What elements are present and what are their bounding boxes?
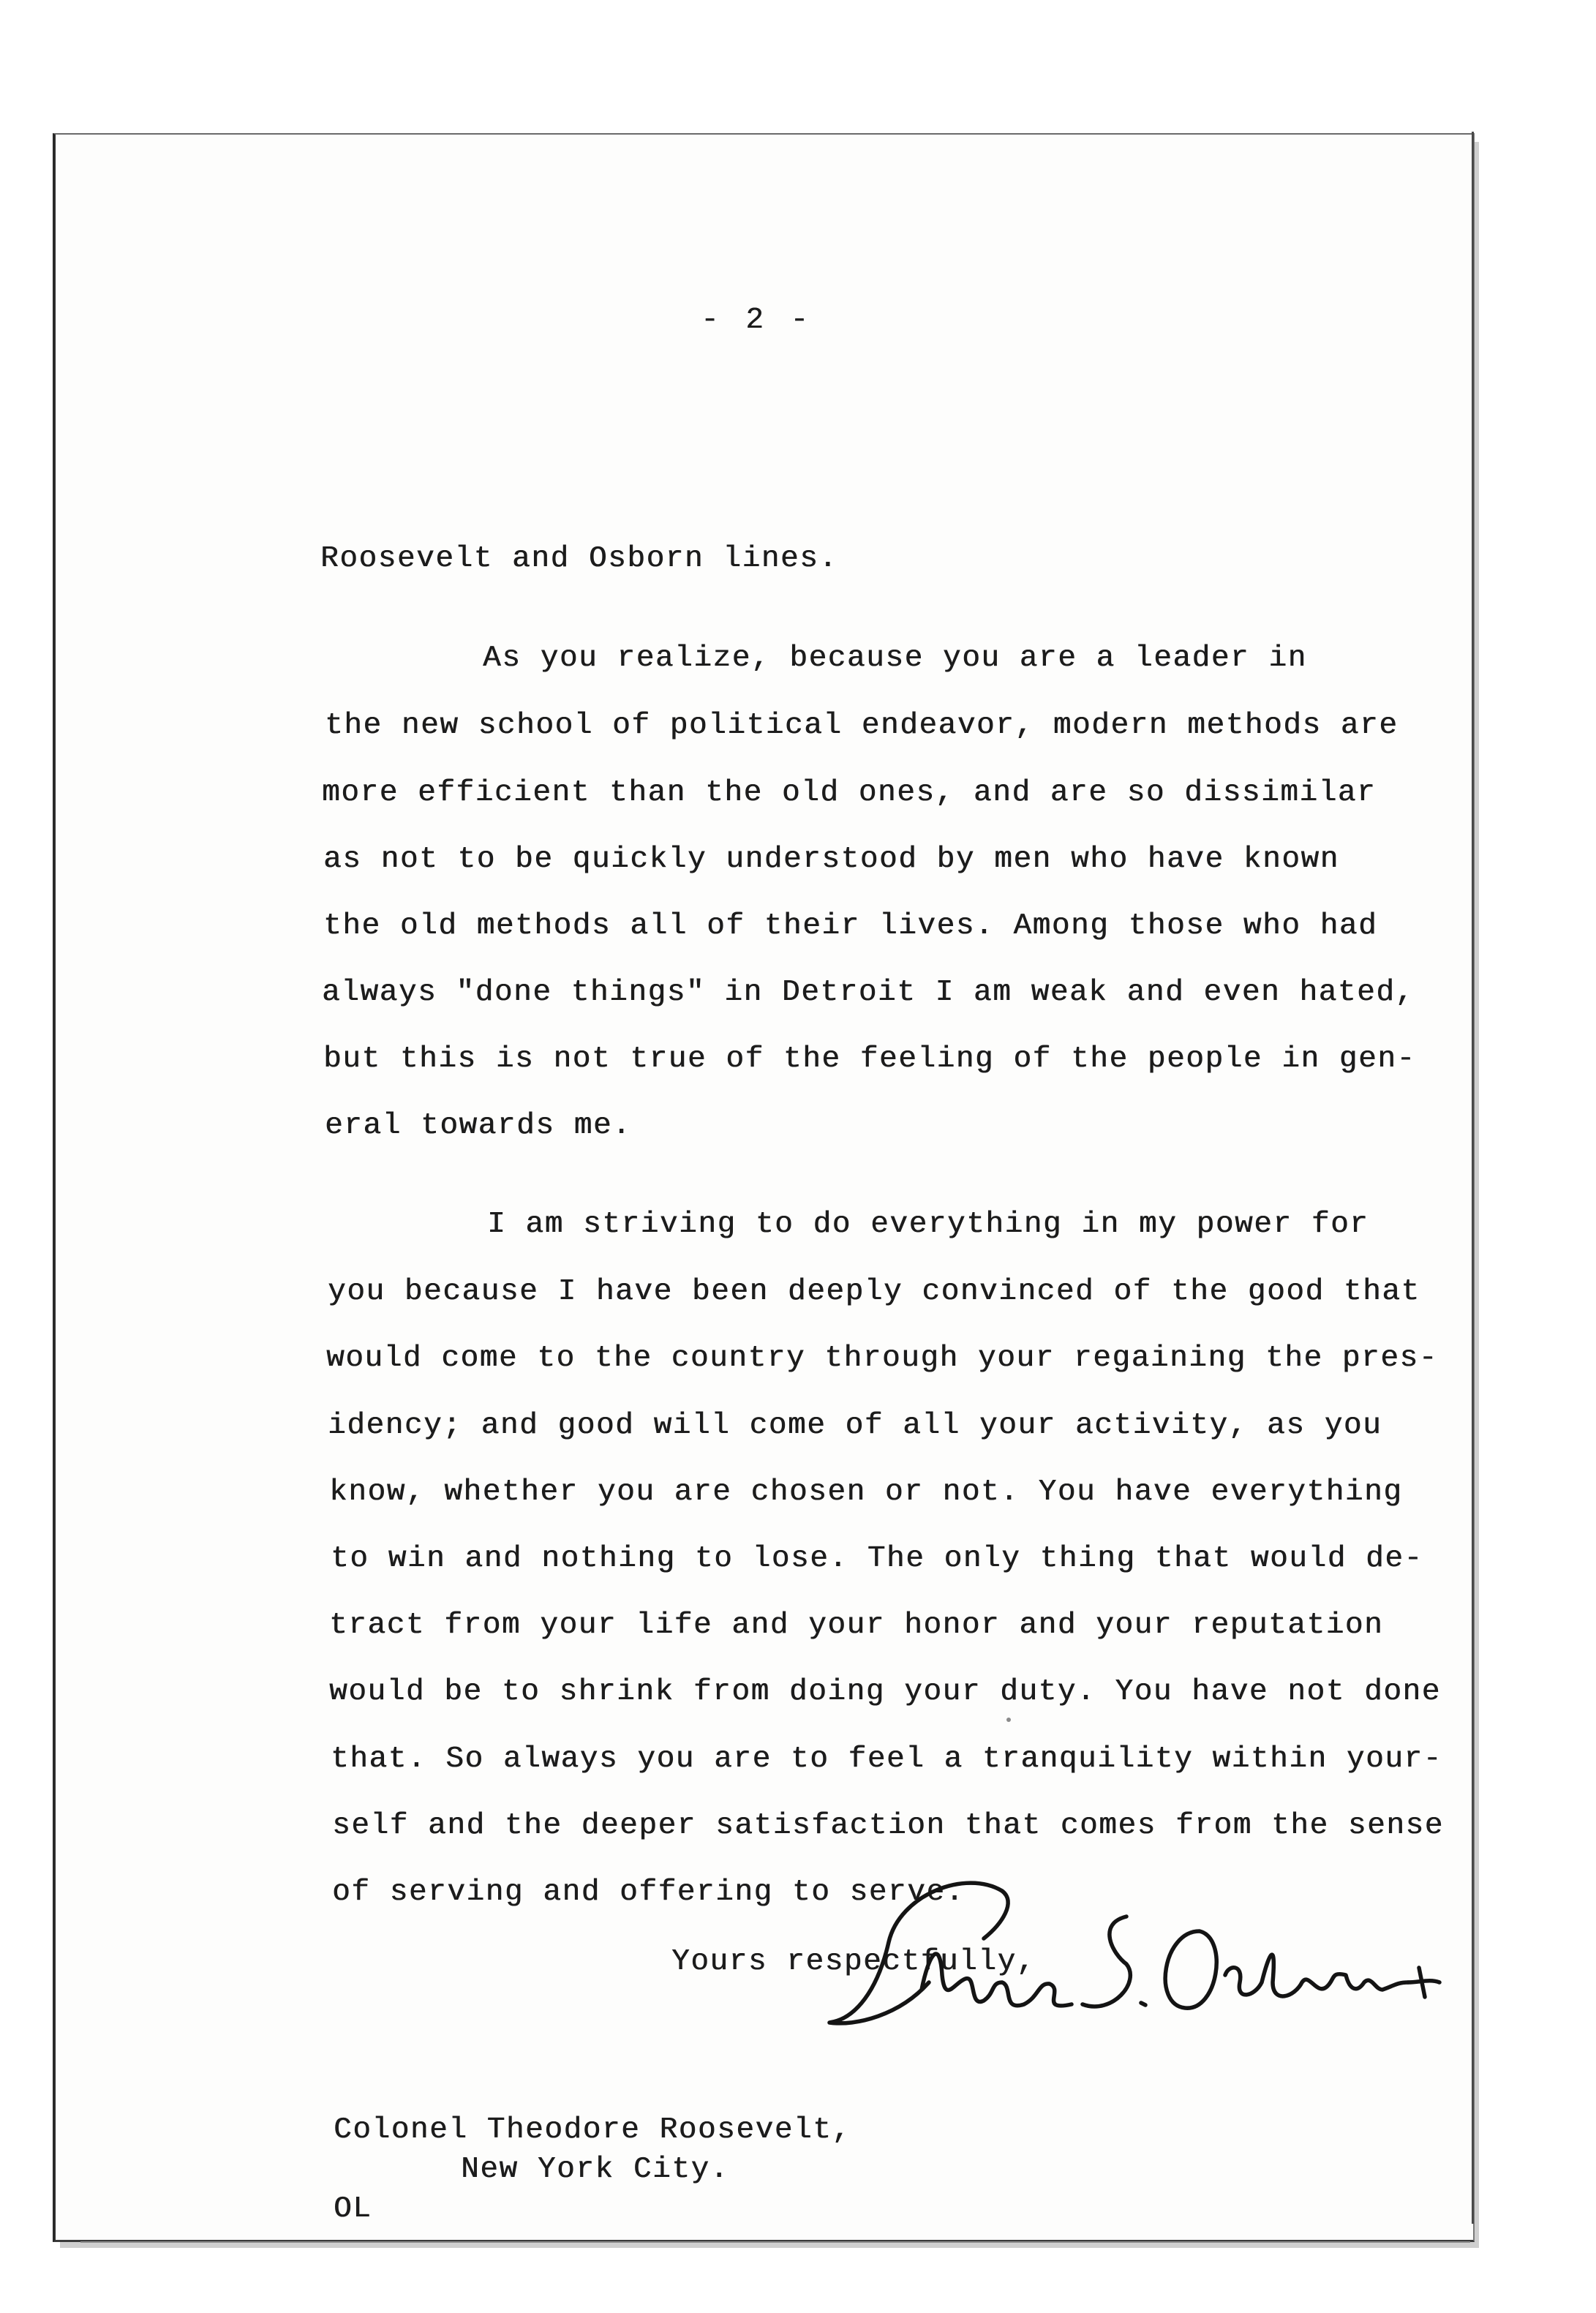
body-line: As you realize, because you are a leader in bbox=[483, 642, 1307, 675]
body-line: I am striving to do everything in my power for bbox=[487, 1208, 1369, 1241]
body-line: that. So always you are to feel a tranquility within your- bbox=[331, 1742, 1442, 1776]
body-line: idency; and good will come of all your activity, as you bbox=[328, 1409, 1382, 1443]
body-line: but this is not true of the feeling of the people in gen- bbox=[323, 1042, 1416, 1076]
page-number: - 2 - bbox=[701, 304, 813, 337]
body-line: the old methods all of their lives. Among those who had bbox=[323, 909, 1378, 943]
body-line: Roosevelt and Osborn lines. bbox=[320, 542, 838, 576]
body-line: would be to shrink from doing your duty. You have not done bbox=[329, 1675, 1441, 1709]
addressee-city: New York City. bbox=[461, 2153, 729, 2186]
body-line: always "done things" in Detroit I am weak and even hated, bbox=[322, 976, 1415, 1009]
closing-salutation: Yours respectfully, bbox=[671, 1945, 1036, 1979]
body-line: eral towards me. bbox=[325, 1109, 632, 1143]
body-line: tract from your life and your honor and your reputation bbox=[329, 1609, 1384, 1642]
body-line: self and the deeper satisfaction that comes from the sense bbox=[332, 1809, 1444, 1843]
body-line: the new school of political endeavor, modern methods are bbox=[325, 709, 1399, 742]
body-line: you because I have been deeply convinced of the good that bbox=[328, 1275, 1420, 1309]
body-line: to win and nothing to lose. The only thing that would de- bbox=[331, 1542, 1423, 1576]
typist-initials: OL bbox=[334, 2192, 372, 2226]
body-line: more efficient than the old ones, and are so dissimilar bbox=[322, 776, 1377, 810]
body-line: as not to be quickly understood by men who have known bbox=[323, 843, 1339, 876]
body-line: of serving and offering to serve. bbox=[332, 1876, 965, 1909]
ink-speck bbox=[1006, 1718, 1011, 1722]
handwritten-signature bbox=[819, 1873, 1448, 2041]
body-line: know, whether you are chosen or not. You have everything bbox=[329, 1475, 1403, 1509]
addressee-name: Colonel Theodore Roosevelt, bbox=[334, 2113, 851, 2147]
page-edge-right bbox=[1472, 132, 1474, 2224]
page-edge-bottom bbox=[80, 2241, 1470, 2243]
body-line: would come to the country through your regaining the pres- bbox=[326, 1342, 1438, 1375]
